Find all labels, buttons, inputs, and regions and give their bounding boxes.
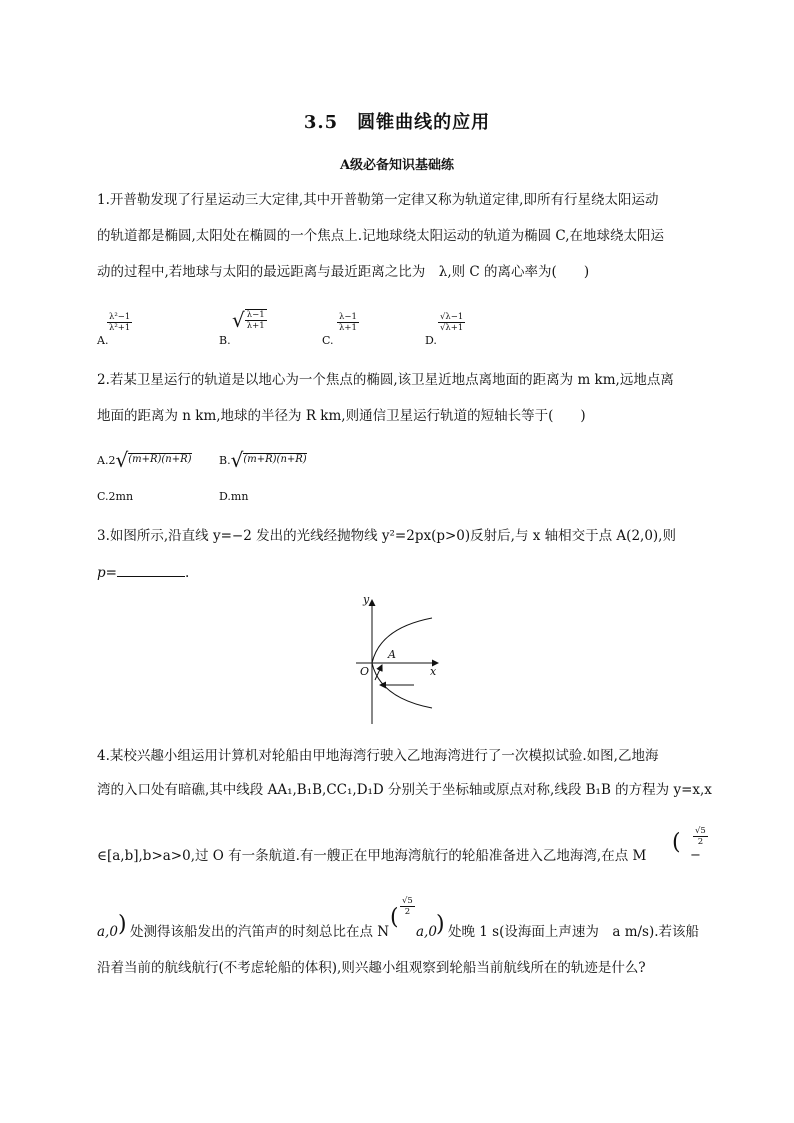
- radical-sign-icon: √: [230, 448, 244, 472]
- q1-option-b-numerator: λ−1: [246, 310, 265, 320]
- q3-parabola-figure: [350, 590, 450, 730]
- q1-option-b-denominator: λ+1: [246, 321, 265, 331]
- q1-option-b[interactable]: [232, 308, 267, 332]
- q4-m-denominator: 2: [697, 837, 704, 847]
- q3-label-o: O: [360, 665, 370, 678]
- q1-option-c-label: C.: [322, 334, 334, 347]
- q3-answer-blank[interactable]: [117, 562, 185, 577]
- q4-text-line3: ∈[a,b],b>a>0,过 O 有一条航道.有一艘正在甲地海湾航行的轮船准备进入乙地海湾,在点 M: [97, 848, 647, 864]
- q4-m-fraction: [693, 826, 708, 847]
- q1-option-d-denominator: √λ+1: [440, 323, 464, 333]
- q3-label-a: A: [388, 648, 396, 661]
- q4-n-fraction: [400, 896, 415, 917]
- q3-label-y: y: [363, 593, 370, 606]
- q4-text-line5: 沿着当前的航线航行(不考虑轮船的体积),则兴趣小组观察到轮船当前航线所在的轨迹是什么?: [97, 960, 646, 976]
- q2-option-b[interactable]: [219, 448, 307, 472]
- q4-m-left-paren: (: [672, 830, 681, 855]
- q1-option-c-fraction: [337, 312, 359, 333]
- q1-option-a-fraction: [107, 312, 132, 333]
- q4-n-numerator: √5: [402, 896, 413, 906]
- q4-n-left-paren: (: [390, 905, 399, 930]
- q1-option-d-fraction: [438, 312, 465, 333]
- q1-option-d-numerator: √λ−1: [440, 312, 464, 322]
- q4-n-denominator: 2: [404, 907, 411, 917]
- q2-option-a-radicand: (m+R)(n+R): [128, 454, 192, 465]
- q4-n-right-paren: ): [436, 912, 445, 937]
- q2-option-c[interactable]: C.2mn: [97, 490, 134, 503]
- section-subtitle: A级必备知识基础练: [339, 158, 455, 173]
- radical-sign-icon: √: [232, 308, 245, 332]
- q4-text-line4: 处测得该船发出的汽笛声的时刻总比在点 N: [130, 924, 390, 940]
- q1-option-a[interactable]: [97, 312, 132, 333]
- q4-text-line4-end: 处晚 1 s(设海面上声速为 a m/s).若该船: [448, 924, 700, 940]
- q3-label-x: x: [430, 665, 437, 678]
- q4-text-line1: 4.某校兴趣小组运用计算机对轮船由甲地海湾行驶入乙地海湾进行了一次模拟试验.如图,乙地海: [97, 748, 659, 764]
- q1-text-line3: 动的过程中,若地球与太阳的最远距离与最近距离之比为 λ,则 C 的离心率为( ): [97, 264, 590, 280]
- q4-m-minus: −: [690, 848, 701, 863]
- q4-m-right-paren: ): [118, 912, 127, 937]
- q4-n-coords: a,0: [416, 924, 437, 940]
- q1-text-line2: 的轨道都是椭圆,太阳处在椭圆的一个焦点上.记地球绕太阳运动的轨道为椭圆 C,在地球绕太阳运: [97, 228, 665, 244]
- radical-sign-icon: √: [115, 448, 129, 472]
- q1-option-b-label: B.: [219, 334, 231, 347]
- page-title: 3.5 圆锥曲线的应用: [303, 112, 491, 133]
- q1-option-b-fraction: [245, 309, 267, 331]
- q2-option-b-radicand: (m+R)(n+R): [243, 454, 307, 465]
- q2-option-b-label: B.: [219, 454, 231, 467]
- q1-option-a-label: A.: [97, 334, 109, 347]
- q3-text-line1: 3.如图所示,沿直线 y=−2 发出的光线经抛物线 y²=2px(p>0)反射后,与 x 轴相交于点 A(2,0),则: [97, 528, 676, 544]
- q3-text-line2: [97, 562, 189, 583]
- q4-m-numerator: √5: [695, 826, 706, 836]
- q1-option-d[interactable]: [438, 312, 465, 333]
- q2-text-line2: 地面的距离为 n km,地球的半径为 R km,则通信卫星运行轨道的短轴长等于( ): [97, 408, 586, 424]
- q1-option-a-denominator: λ²+1: [109, 323, 131, 333]
- q2-text-line1: 2.若某卫星运行的轨道是以地心为一个焦点的椭圆,该卫星近地点离地面的距离为 m km,远地点离: [97, 372, 674, 388]
- q1-option-c[interactable]: [337, 312, 359, 333]
- q1-option-a-numerator: λ²−1: [109, 312, 131, 322]
- q4-text-line2: 湾的入口处有暗礁,其中线段 AA₁,B₁B,CC₁,D₁D 分别关于坐标轴或原点对称,线段 B₁B 的方程为 y=x,x: [97, 782, 712, 798]
- q1-option-c-denominator: λ+1: [339, 323, 357, 333]
- q2-option-a[interactable]: [97, 448, 192, 472]
- q1-option-d-label: D.: [425, 334, 437, 347]
- q1-option-c-numerator: λ−1: [339, 312, 357, 322]
- q2-option-a-label: A.2: [97, 454, 116, 467]
- q2-option-d[interactable]: D.mn: [219, 490, 249, 503]
- q3-period: .: [184, 565, 190, 581]
- q3-blank-prefix: p=: [97, 565, 117, 581]
- q1-text-line1: 1.开普勒发现了行星运动三大定律,其中开普勒第一定律又称为轨道定律,即所有行星绕太阳运动: [97, 192, 659, 208]
- q4-m-coords: a,0: [97, 924, 118, 940]
